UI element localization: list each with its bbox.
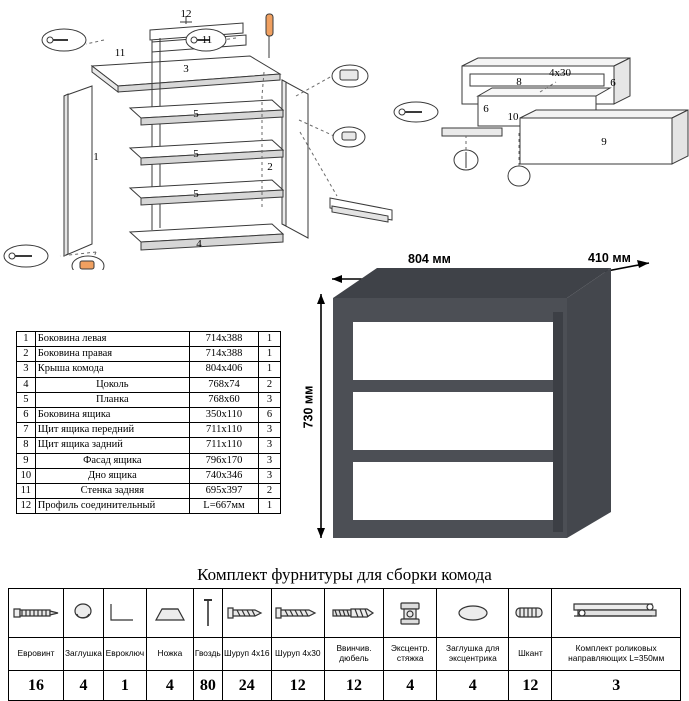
part-qty: 1 xyxy=(259,332,281,347)
kit-item-name: Ножка xyxy=(146,638,193,671)
dowel-icon xyxy=(509,589,552,638)
table-row xyxy=(17,377,281,392)
cap-plug-icon xyxy=(64,589,104,638)
part-size: 768х74 xyxy=(189,377,258,392)
part-size: 804х406 xyxy=(189,362,258,377)
part-name: Боковина ящика xyxy=(35,408,189,423)
kit-item-name: Гвоздь xyxy=(193,638,222,671)
screw-4x16-icon xyxy=(222,589,271,638)
table-row xyxy=(17,332,281,347)
part-name: Дно ящика xyxy=(35,468,189,483)
part-name: Щит ящика задний xyxy=(35,438,189,453)
part-name: Щит ящика передний xyxy=(35,423,189,438)
table-row xyxy=(17,484,281,499)
part-number: 6 xyxy=(17,408,36,423)
part-qty: 2 xyxy=(259,377,281,392)
part-number: 9 xyxy=(17,453,36,468)
kit-item-name: Ввинчив. дюбель xyxy=(324,638,384,671)
kit-item-name: Эксцентр. стяжка xyxy=(384,638,437,671)
table-row xyxy=(17,347,281,362)
callout-11a: 11 xyxy=(114,47,126,59)
cabinet-dimension-illustration xyxy=(301,250,675,560)
euro-key-icon xyxy=(103,589,146,638)
kit-item-count: 12 xyxy=(324,671,384,701)
kit-item-count: 24 xyxy=(222,671,271,701)
part-name: Профиль соединительный xyxy=(35,499,189,514)
parts-list-table xyxy=(16,331,281,514)
callout-4x30: 4х30 xyxy=(549,67,571,79)
kit-item-name: Евроключ xyxy=(103,638,146,671)
kit-item-count: 12 xyxy=(271,671,324,701)
callout-6b: 6 xyxy=(610,77,616,89)
kit-item-count: 12 xyxy=(509,671,552,701)
cam-lock-icon xyxy=(384,589,437,638)
leg-icon xyxy=(146,589,193,638)
euro-screw-icon xyxy=(9,589,64,638)
part-qty: 3 xyxy=(259,392,281,407)
table-row xyxy=(17,408,281,423)
callout-11b: 11 xyxy=(201,34,213,46)
part-number: 4 xyxy=(17,377,36,392)
part-name: Стенка задняя xyxy=(35,484,189,499)
part-qty: 3 xyxy=(259,438,281,453)
part-size: 714х388 xyxy=(189,332,258,347)
kit-item-count: 1 xyxy=(103,671,146,701)
part-qty: 3 xyxy=(259,468,281,483)
kit-item-name: Комплект роликовых направляющих L=350мм xyxy=(552,638,681,671)
part-number: 8 xyxy=(17,438,36,453)
height-dimension-label: 730 мм xyxy=(301,385,316,429)
kit-title: Комплект фурнитуры для сборки комода xyxy=(197,565,492,584)
part-number: 5 xyxy=(17,392,36,407)
part-size: 711х110 xyxy=(189,438,258,453)
part-qty: 3 xyxy=(259,423,281,438)
slide-rail-icon xyxy=(552,589,681,638)
part-size: 695х397 xyxy=(189,484,258,499)
part-name: Крыша комода xyxy=(35,362,189,377)
callout-5b: 5 xyxy=(193,148,199,160)
nail-icon xyxy=(193,589,222,638)
part-name: Планка xyxy=(35,392,189,407)
part-number: 10 xyxy=(17,468,36,483)
table-row xyxy=(17,438,281,453)
depth-dimension-label: 410 мм xyxy=(588,251,631,265)
kit-item-name: Заглушка xyxy=(64,638,104,671)
kit-item-count: 3 xyxy=(552,671,681,701)
part-size: 768х60 xyxy=(189,392,258,407)
part-name: Цоколь xyxy=(35,377,189,392)
kit-item-count: 4 xyxy=(64,671,104,701)
exploded-assembly-diagram xyxy=(0,0,689,270)
callout-8: 8 xyxy=(516,76,522,88)
cam-cap-icon xyxy=(437,589,509,638)
part-qty: 1 xyxy=(259,499,281,514)
dowel-screw-icon xyxy=(324,589,384,638)
part-qty: 3 xyxy=(259,453,281,468)
width-dimension-label: 804 мм xyxy=(408,252,451,266)
part-size: 714х388 xyxy=(189,347,258,362)
part-number: 1 xyxy=(17,332,36,347)
table-row xyxy=(17,468,281,483)
screw-4x30-icon xyxy=(271,589,324,638)
callout-10: 10 xyxy=(507,111,519,123)
part-name: Боковина правая xyxy=(35,347,189,362)
kit-item-count: 16 xyxy=(9,671,64,701)
callout-3: 3 xyxy=(183,63,189,75)
kit-item-name: Заглушка для эксцентрика xyxy=(437,638,509,671)
part-number: 11 xyxy=(17,484,36,499)
callout-4: 4 xyxy=(196,238,202,250)
table-row xyxy=(17,453,281,468)
table-row xyxy=(17,499,281,514)
callout-5c: 5 xyxy=(193,188,199,200)
part-qty: 1 xyxy=(259,347,281,362)
part-number: 3 xyxy=(17,362,36,377)
part-size: 711х110 xyxy=(189,423,258,438)
callout-9: 9 xyxy=(601,136,607,148)
part-number: 12 xyxy=(17,499,36,514)
hardware-kit-table xyxy=(8,588,681,701)
table-row xyxy=(17,362,281,377)
table-row xyxy=(17,423,281,438)
callout-5a: 5 xyxy=(193,108,199,120)
callout-6a: 6 xyxy=(483,103,489,115)
part-size: 350х110 xyxy=(189,408,258,423)
part-name: Боковина левая xyxy=(35,332,189,347)
part-size: 796х170 xyxy=(189,453,258,468)
callout-12: 12 xyxy=(180,8,192,20)
kit-item-count: 4 xyxy=(146,671,193,701)
part-qty: 2 xyxy=(259,484,281,499)
part-name: Фасад ящика xyxy=(35,453,189,468)
part-qty: 1 xyxy=(259,362,281,377)
part-size: L=667мм xyxy=(189,499,258,514)
kit-item-count: 4 xyxy=(437,671,509,701)
kit-item-name: Евровинт xyxy=(9,638,64,671)
kit-item-count: 80 xyxy=(193,671,222,701)
part-number: 7 xyxy=(17,423,36,438)
part-qty: 6 xyxy=(259,408,281,423)
kit-item-name: Шуруп 4х30 xyxy=(271,638,324,671)
callout-1: 1 xyxy=(93,151,99,163)
table-row xyxy=(17,392,281,407)
kit-item-name: Шкант xyxy=(509,638,552,671)
part-size: 740х346 xyxy=(189,468,258,483)
part-number: 2 xyxy=(17,347,36,362)
kit-item-name: Шуруп 4х16 xyxy=(222,638,271,671)
callout-2: 2 xyxy=(267,161,273,173)
kit-item-count: 4 xyxy=(384,671,437,701)
